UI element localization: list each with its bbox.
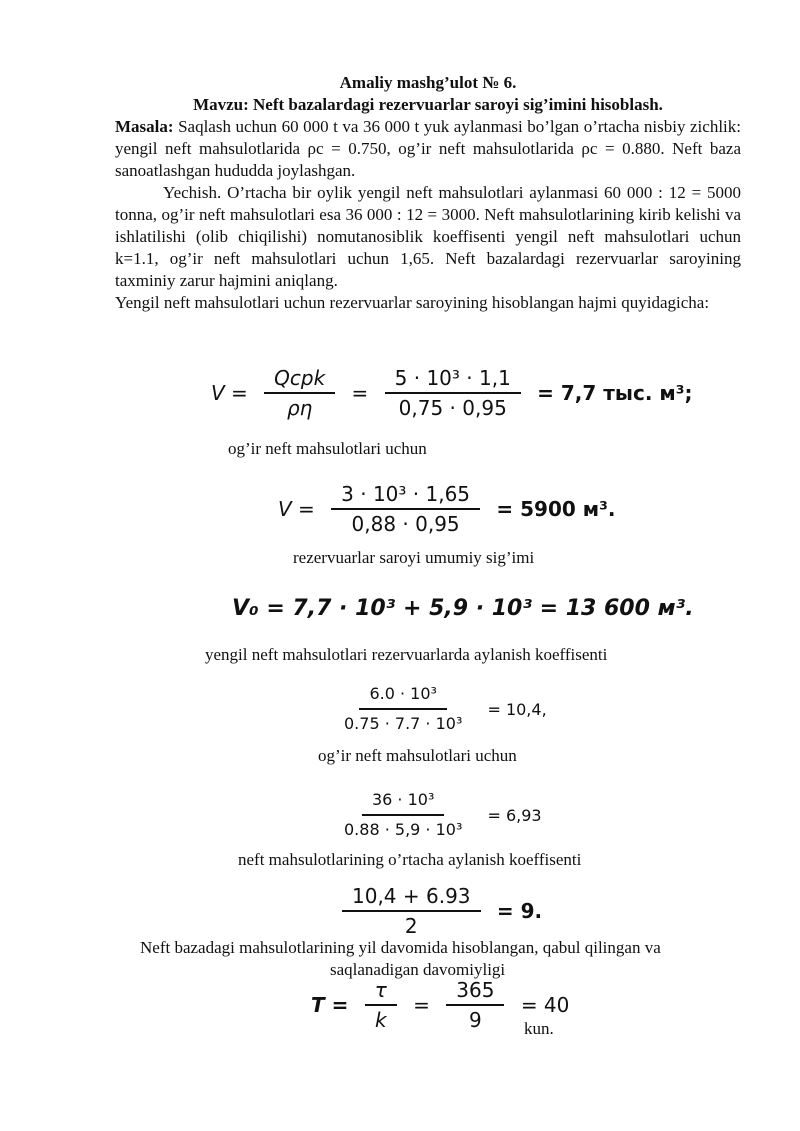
equation-storage-duration: T = $\frac{\tau}{k}$ = $\frac{365}{9}$ = 40 — [311, 978, 570, 1032]
caption-heavy-turnover: og’ir neft mahsulotlari uchun — [318, 746, 517, 765]
equation-heavy-turnover: $\frac{\text{36 · 10³}}{\text{0.88 · 5,9 · 10³}}$ = 6,93 — [344, 790, 542, 839]
equation-average-turnover: $\frac{10,4 + 6.93}{2}$ = 9. — [338, 884, 548, 938]
equation-heavy-volume: V = $\frac{\text{3 · 10³ · 1,65}}{0,88 \cdot 0,95}$ = 5900 м³. — [278, 482, 616, 536]
equation-total-volume: V₀ = 7,7 · 10³ + 5,9 · 10³ = 13 600 м³. — [232, 596, 694, 621]
caption-light-turnover: yengil neft mahsulotlari rezervuarlarda aylanish koeffisenti — [205, 645, 608, 664]
caption-storage-duration-line1: Neft bazadagi mahsulotlarining yil davomida hisoblangan, qabul qilingan va — [140, 938, 661, 957]
volume-intro-paragraph: Yengil neft mahsulotlari uchun rezervuarlar saroyining hisoblangan hajmi quyidagicha: — [115, 293, 710, 312]
problem-label: Masala: — [115, 117, 174, 136]
equation-light-volume: V = $\frac{\text{Qcpk}}{\rho\eta}$ = $\frac{\text{5 · 10³ · 1,1}}{0,75 \cdot 0,95}$ = 7,7 тыс. м³; — [211, 366, 693, 420]
topic-heading: Mavzu: Neft bazalardagi rezervuarlar saroyi sig’imini hisoblash. — [193, 95, 663, 114]
problem-paragraph — [115, 116, 741, 182]
document-body — [115, 72, 741, 314]
caption-storage-duration-line2: saqlanadigan davomiyligi — [330, 960, 506, 979]
solution-paragraph: Yechish. O’rtacha bir oylik yengil neft mahsulotlari aylanmasi 60 000 : 12 = 5000 tonna, og’ir neft mahsulotlari esa 36 000 : 12 = 3000. Neft mahsulotlarining kirib kelishi va ishlatilishi (olib chiqilishi) nomutanosiblik koeffisenti yengil neft mahsulotlari uchun k=1.1, og’ir neft mahsulotlari uchun 1,65. Neft bazalardagi rezervuarlar saroyining taxminiy zarur hajmini aniqlang. — [115, 183, 741, 290]
caption-average-turnover: neft mahsulotlarining o’rtacha aylanish koeffisenti — [238, 850, 582, 869]
page-title: Amaliy mashg’ulot № 6. — [339, 73, 517, 92]
caption-heavy-volume: og’ir neft mahsulotlari uchun — [228, 439, 427, 458]
caption-total-capacity: rezervuarlar saroyi umumiy sig’imi — [293, 548, 535, 567]
equation-light-turnover: $\frac{\text{6.0 · 10³}}{\text{0.75 · 7.7 · 10³}}$ = 10,4, — [344, 684, 547, 733]
problem-text: Saqlash uchun 60 000 t va 36 000 t yuk aylanmasi bo’lgan o’rtacha nisbiy zichlik: yengil neft mahsulotlarida ρc = 0.750, og’ir neft mahsulotlarida ρc = 0.880. Neft baza sanoatlashgan hududda joylashgan. — [115, 117, 741, 180]
duration-unit: kun. — [524, 1019, 554, 1038]
